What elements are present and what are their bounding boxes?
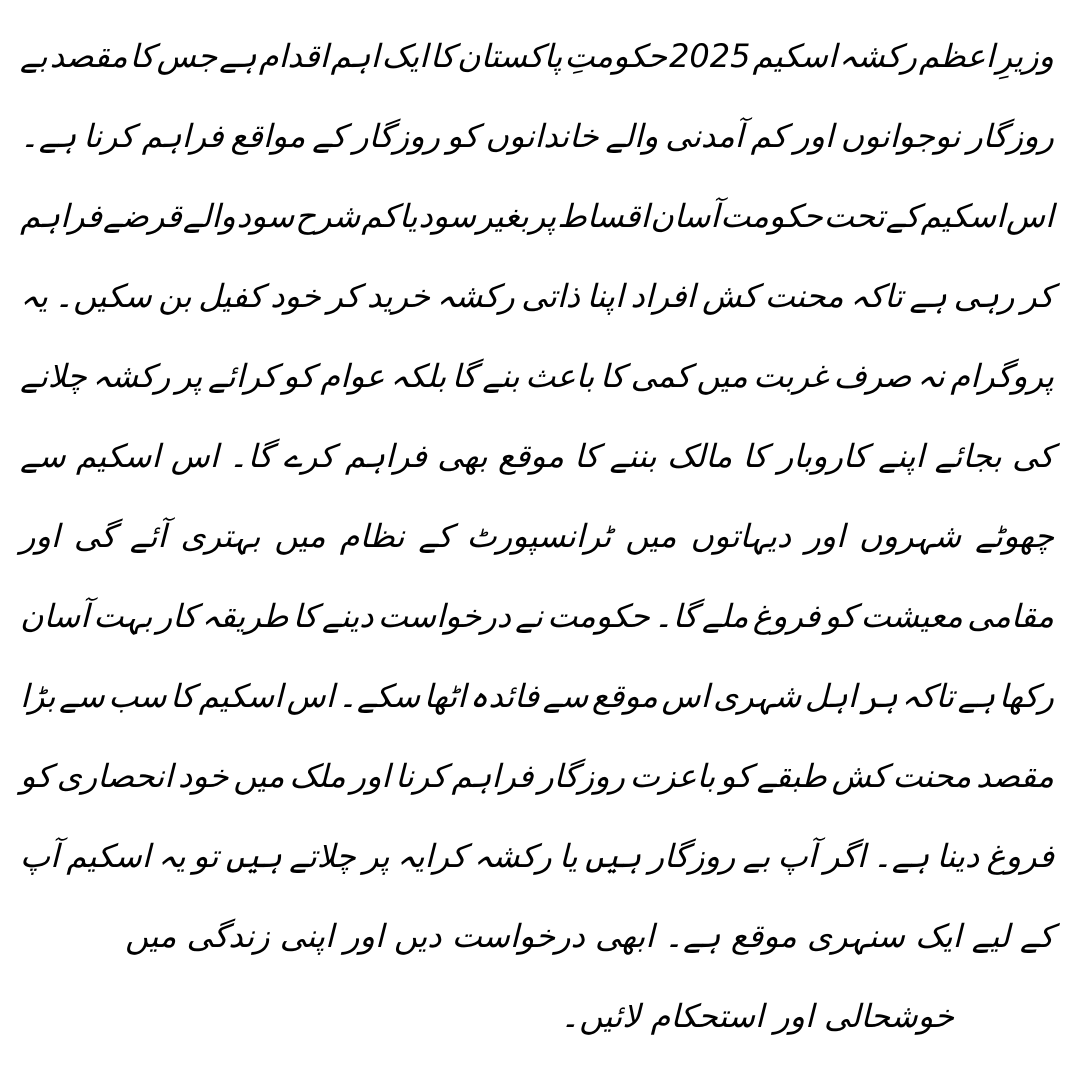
text-line: کی بجائے اپنے کاروبار کا مالک بننے کا موقع بھی فراہم کرے گا۔ اس اسکیم سے: [20, 437, 1054, 475]
text-line: پروگرام نہ صرف غربت میں کمی کا باعث بنے گا بلکہ عوام کو کرائے پر رکشہ چلانے: [20, 357, 1054, 395]
text-line: فروغ دینا ہے۔ اگر آپ بے روزگار ہیں یا رکشہ کرایہ پر چلاتے ہیں تو یہ اسکیم آپ: [20, 837, 1054, 875]
urdu-paragraph: [20, 16, 1054, 1056]
text-line: کے لیے ایک سنہری موقع ہے۔ ابھی درخواست دیں اور اپنی زندگی میں: [125, 917, 1054, 955]
text-line: کر رہی ہے تاکہ محنت کش افراد اپنا ذاتی رکشہ خرید کر خود کفیل بن سکیں۔ یہ: [20, 277, 1054, 315]
text-line: مقامی معیشت کو فروغ ملے گا۔ حکومت نے درخواست دینے کا طریقہ کار بہت آسان: [20, 597, 1054, 635]
text-line: رکھا ہے تاکہ ہر اہل شہری اس موقع سے فائدہ اٹھا سکے۔ اس اسکیم کا سب سے بڑا: [20, 677, 1054, 715]
text-line-last: خوشحالی اور استحکام لائیں۔: [560, 997, 954, 1035]
text-line: چھوٹے شہروں اور دیہاتوں میں ٹرانسپورٹ کے نظام میں بہتری آئے گی اور: [20, 517, 1054, 555]
text-line: اس اسکیم کے تحت حکومت آسان اقساط پر بغیر سود یا کم شرح سود والے قرضے فراہم: [20, 197, 1054, 235]
text-line: روزگار نوجوانوں اور کم آمدنی والے خاندانوں کو روزگار کے مواقع فراہم کرنا ہے۔: [20, 117, 1054, 155]
text-line: مقصد محنت کش طبقے کو باعزت روزگار فراہم کرنا اور ملک میں خود انحصاری کو: [20, 757, 1054, 795]
text-line: وزیرِ اعظم رکشہ اسکیم 2025 حکومتِ پاکستان کا ایک اہم اقدام ہے جس کا مقصد بے: [20, 37, 1054, 75]
